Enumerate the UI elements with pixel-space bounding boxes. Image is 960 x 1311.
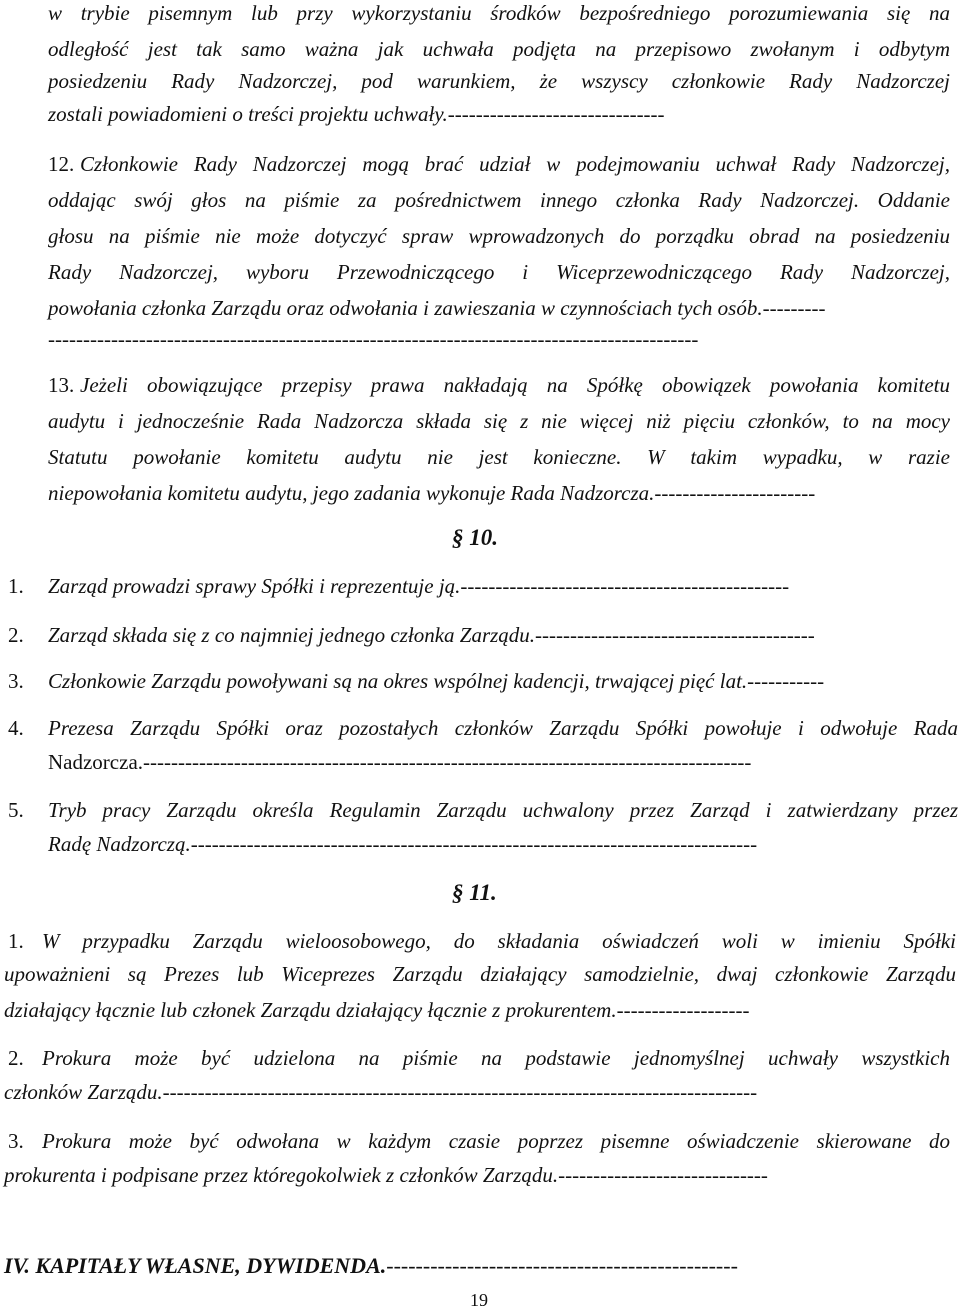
section-heading: § 11. — [452, 880, 497, 905]
list-item-cont: Radę Nadzorczą.--------------------------------------------------------------------------------- — [48, 832, 758, 856]
list-item-cont: członków Zarządu.------------------------------------------------------------------------------------- — [4, 1080, 758, 1104]
text-line: niepowołania komitetu audytu, jego zadania wykonuje Rada Nadzorcza.----------------------- — [48, 481, 816, 505]
list-item: Zarząd prowadzi sprawy Spółki i reprezentuje ją.----------------------------------------------- — [48, 574, 790, 598]
list-item-cont: prokurenta i podpisane przez któregokolwiek z członków Zarządu.------------------------------ — [4, 1163, 768, 1187]
text-line: Statutu powołanie komitetu audytu nie jest konieczne. W takim wypadku, w razie — [48, 445, 950, 469]
text-line: zostali powiadomieni o treści projektu uchwały.------------------------------- — [48, 102, 665, 126]
text-line: oddając swój głos na piśmie za pośrednictwem innego członka Rady Nadzorczej. Oddanie — [48, 188, 950, 212]
paragraph-number: 13. — [48, 373, 75, 397]
text-line: w trybie pisemnym lub przy wykorzystaniu środków bezpośredniego porozumiewania się na — [48, 1, 950, 25]
section-heading: § 10. — [452, 525, 498, 550]
list-number: 2. — [8, 623, 24, 647]
list-item-cont: Nadzorcza.--------------------------------------------------------------------------------------- — [48, 750, 752, 774]
list-item-cont: upoważnieni są Prezes lub Wiceprezes Zarządu działający samodzielnie, dwaj członkowie Zarządu — [4, 962, 956, 986]
list-number: 1. — [8, 574, 24, 598]
text-line: powołania członka Zarządu oraz odwołania i zawieszania w czynnościach tych osób.--------- — [48, 296, 826, 320]
list-item: Członkowie Zarządu powoływani są na okres wspólnej kadencji, trwającej pięć lat.----------- — [48, 669, 825, 693]
chapter-heading — [4, 1253, 738, 1279]
text-line: Jeżeli obowiązujące przepisy prawa nakładają na Spółkę obowiązek powołania komitetu — [80, 373, 950, 397]
list-item: W przypadku Zarządu wieloosobowego, do składania oświadczeń woli w imieniu Spółki — [42, 929, 956, 953]
text-line: odległość jest tak samo ważna jak uchwała podjęta na przepisowo zwołanym i odbytym — [48, 37, 950, 61]
list-number: 2. — [8, 1046, 24, 1070]
text-line: głosu na piśmie nie może dotyczyć spraw wprowadzonych do porządku obrad na posiedzeniu — [48, 224, 950, 248]
list-number: 3. — [8, 1129, 24, 1153]
text-line: posiedzeniu Rady Nadzorczej, pod warunkiem, że wszyscy członkowie Rady Nadzorczej — [48, 69, 950, 93]
list-item-cont: działający łącznie lub członek Zarządu działający łącznie z prokurentem.------------------- — [4, 998, 750, 1022]
list-number: 3. — [8, 669, 24, 693]
list-number: 5. — [8, 798, 24, 822]
list-item: Prezesa Zarządu Spółki oraz pozostałych członków Zarządu Spółki powołuje i odwołuje Rada — [48, 716, 958, 740]
list-item: Prokura może być udzielona na piśmie na podstawie jednomyślnej uchwały wszystkich — [42, 1046, 950, 1070]
paragraph-number: 12. — [48, 152, 75, 176]
list-item: Zarząd składa się z co najmniej jednego członka Zarządu.---------------------------------------- — [48, 623, 815, 647]
text-line: Członkowie Rady Nadzorczej mogą brać udział w podejmowaniu uchwał Rady Nadzorczej, — [80, 152, 950, 176]
chapter-title: IV. KAPITAŁY WŁASNE, DYWIDENDA. — [4, 1253, 387, 1278]
list-item: Tryb pracy Zarządu określa Regulamin Zarządu uchwalony przez Zarząd i zatwierdzany przez — [48, 798, 958, 822]
dash-line: --------------------------------------------------------------------------------------------- — [48, 327, 699, 351]
text-line: Rady Nadzorczej, wyboru Przewodniczącego i Wiceprzewodniczącego Rady Nadzorczej, — [48, 260, 950, 284]
chapter-dashes: ------------------------------------------------ — [386, 1253, 738, 1278]
list-number: 4. — [8, 716, 24, 740]
text-line: audytu i jednocześnie Rada Nadzorcza składa się z nie więcej niż pięciu członków, to na mocy — [48, 409, 950, 433]
page-number: 19 — [470, 1290, 488, 1310]
list-item: Prokura może być odwołana w każdym czasie poprzez pisemne oświadczenie skierowane do — [42, 1129, 950, 1153]
list-number: 1. — [8, 929, 24, 953]
